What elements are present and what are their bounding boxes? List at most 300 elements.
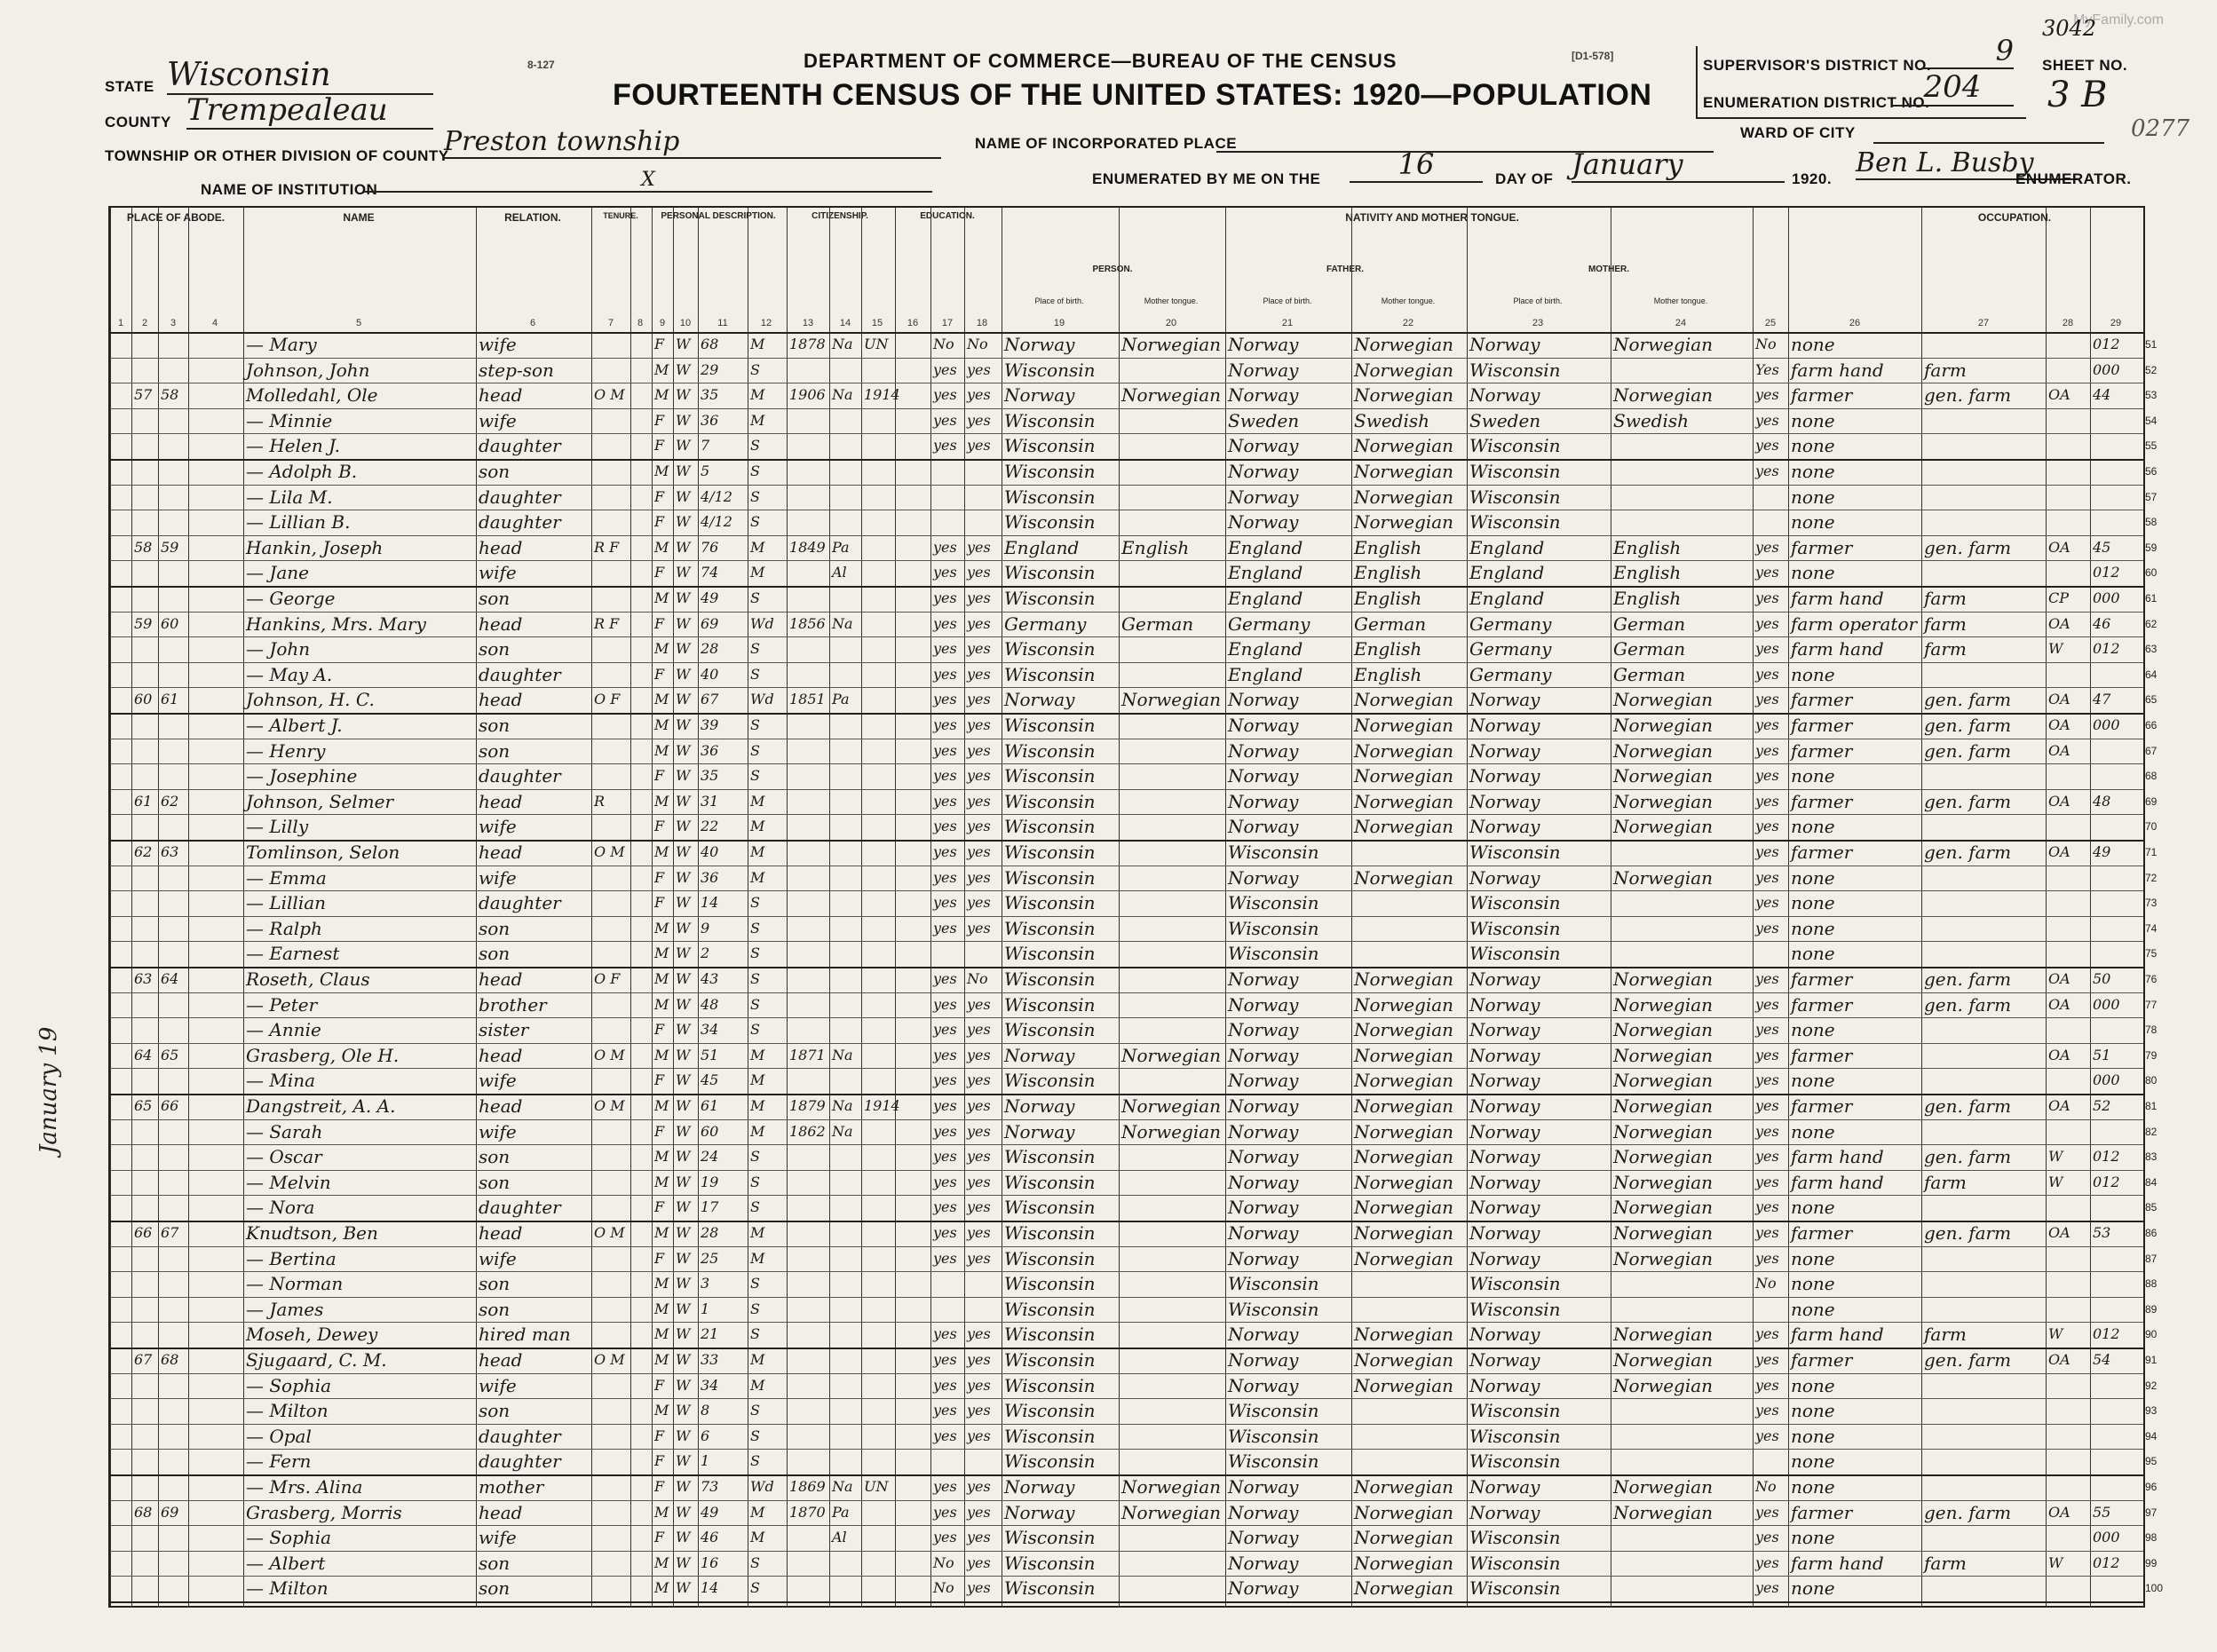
cell-rel: head bbox=[479, 1349, 523, 1371]
cell-ftongue: Norwegian bbox=[1354, 1374, 1454, 1396]
cell-age: 33 bbox=[701, 1351, 719, 1368]
cell-name: — Bertina bbox=[246, 1247, 337, 1269]
cell-age: 1 bbox=[701, 1452, 710, 1470]
line-number: 82 bbox=[2145, 1125, 2158, 1138]
cell-write: yes bbox=[967, 360, 991, 378]
cell-write: yes bbox=[967, 437, 991, 454]
cell-pob: Wisconsin bbox=[1004, 1400, 1096, 1422]
cell-name: Dangstreit, A. A. bbox=[246, 1095, 396, 1117]
cell-rel: son bbox=[479, 588, 511, 609]
cell-pob: Wisconsin bbox=[1004, 842, 1096, 863]
cell-ftongue: English bbox=[1354, 536, 1422, 558]
cell-fpob: Norway bbox=[1228, 1476, 1299, 1498]
line-number: 70 bbox=[2145, 820, 2158, 834]
cell-mtongue: Norwegian bbox=[1613, 968, 1714, 990]
line-number: 73 bbox=[2145, 897, 2158, 910]
cell-sex: M bbox=[654, 792, 669, 810]
cell-race: W bbox=[676, 868, 691, 886]
cell-ms: M bbox=[750, 538, 765, 556]
cell-ms: S bbox=[750, 665, 760, 683]
cell-age: 40 bbox=[701, 665, 719, 683]
cell-pob: Wisconsin bbox=[1004, 715, 1096, 736]
cell-pob: Norway bbox=[1004, 384, 1075, 407]
cell-write: yes bbox=[967, 995, 991, 1013]
cell-sex: M bbox=[654, 1325, 669, 1343]
cell-eng: yes bbox=[1755, 1579, 1779, 1597]
cell-fpob: Norway bbox=[1228, 359, 1299, 381]
cell-trade: farm hand bbox=[1791, 1324, 1884, 1346]
column-number: 15 bbox=[871, 318, 883, 328]
table-row bbox=[110, 1322, 2158, 1348]
cell-pob: Wisconsin bbox=[1004, 1019, 1096, 1041]
cell-rel: head bbox=[479, 689, 523, 711]
table-row bbox=[110, 383, 2158, 408]
line-number: 89 bbox=[2145, 1302, 2158, 1316]
table-row bbox=[110, 814, 2158, 840]
cell-read: yes bbox=[933, 1021, 957, 1039]
cell-race: W bbox=[676, 1402, 691, 1419]
cell-race: W bbox=[676, 843, 691, 860]
cell-fpob: Norway bbox=[1228, 993, 1299, 1016]
cell-mpob: England bbox=[1469, 536, 1545, 558]
cell-mtongue: German bbox=[1613, 638, 1686, 660]
cell-fpob: Wisconsin bbox=[1228, 1450, 1319, 1473]
cell-sex: F bbox=[654, 767, 665, 785]
cell-write: yes bbox=[967, 564, 991, 581]
cell-ftongue: Norwegian bbox=[1354, 765, 1454, 787]
cell-eng: yes bbox=[1755, 1427, 1779, 1444]
cell-code: 012 bbox=[2093, 1173, 2120, 1190]
cell-ftongue: Norwegian bbox=[1354, 1095, 1454, 1117]
cell-rel: son bbox=[479, 1171, 511, 1193]
cell-nat: Pa bbox=[832, 1503, 850, 1521]
cell-age: 61 bbox=[701, 1097, 719, 1114]
cell-eng: yes bbox=[1755, 1325, 1779, 1343]
line-number: 65 bbox=[2145, 693, 2158, 707]
cell-fam: 61 bbox=[161, 691, 179, 708]
cell-eng: yes bbox=[1755, 1351, 1779, 1368]
cell-eng: yes bbox=[1755, 868, 1779, 886]
cell-dw: 66 bbox=[134, 1224, 153, 1241]
cell-eng: yes bbox=[1755, 1402, 1779, 1419]
cell-pob: Wisconsin bbox=[1004, 461, 1096, 482]
cell-pob: Wisconsin bbox=[1004, 739, 1096, 762]
cell-mpob: Sweden bbox=[1469, 409, 1541, 431]
supervisor-label: SUPERVISOR'S DISTRICT NO. bbox=[1703, 57, 1932, 74]
census-grid bbox=[108, 206, 2164, 1608]
line-number: 64 bbox=[2145, 668, 2158, 681]
cell-ms: M bbox=[750, 1071, 765, 1089]
cell-age: 25 bbox=[701, 1249, 719, 1267]
cell-trade: none bbox=[1791, 1247, 1835, 1269]
line-number: 74 bbox=[2145, 921, 2158, 935]
table-row bbox=[110, 1500, 2158, 1526]
cell-sex: M bbox=[654, 1553, 669, 1571]
cell-read: yes bbox=[933, 1376, 957, 1394]
cell-fpob: Norway bbox=[1228, 1577, 1299, 1600]
cell-read: yes bbox=[933, 792, 957, 810]
cell-ms: S bbox=[750, 589, 760, 606]
cell-code: 49 bbox=[2093, 843, 2111, 860]
column-number: 11 bbox=[717, 318, 728, 328]
enumeration-district-label: ENUMERATION DISTRICT NO. bbox=[1703, 94, 1930, 111]
table-row bbox=[110, 739, 2158, 764]
cell-mpob: Wisconsin bbox=[1469, 1552, 1561, 1574]
cell-fpob: England bbox=[1228, 663, 1303, 685]
cell-mtongue: German bbox=[1613, 663, 1686, 685]
cell-imm: 1851 bbox=[789, 691, 826, 708]
cell-ftongue: Norwegian bbox=[1354, 1247, 1454, 1269]
cell-read: yes bbox=[933, 1249, 957, 1267]
cell-imm: 1871 bbox=[789, 1046, 826, 1063]
cell-nat: Na bbox=[832, 1046, 853, 1063]
cell-rel: son bbox=[479, 917, 511, 939]
cell-ftongue: Norwegian bbox=[1354, 1476, 1454, 1498]
cell-race: W bbox=[676, 665, 691, 683]
cell-rel: daughter bbox=[479, 663, 561, 685]
cell-eng: yes bbox=[1755, 767, 1779, 785]
cell-ftongue: Norwegian bbox=[1354, 1070, 1454, 1092]
table-row bbox=[110, 510, 2158, 535]
cell-ftongue: Norwegian bbox=[1354, 384, 1454, 407]
cell-rel: head bbox=[479, 613, 523, 635]
cell-ms: S bbox=[750, 437, 760, 454]
cell-trade: farm hand bbox=[1791, 638, 1884, 660]
cell-read: yes bbox=[933, 843, 957, 860]
cell-rel: son bbox=[479, 1552, 511, 1574]
cell-eng: No bbox=[1755, 336, 1777, 352]
line-number: 99 bbox=[2145, 1556, 2158, 1569]
cell-name: — Mina bbox=[246, 1070, 316, 1092]
header-tenure: TENURE. bbox=[603, 211, 638, 220]
cell-trade: farm hand bbox=[1791, 359, 1884, 381]
cell-name: — Annie bbox=[246, 1019, 321, 1041]
cell-mtongue: Norwegian bbox=[1613, 384, 1714, 407]
cell-write: yes bbox=[967, 1427, 991, 1444]
cell-tongue: Norwegian bbox=[1121, 334, 1222, 355]
line-number: 93 bbox=[2145, 1404, 2158, 1418]
enumerated-label: ENUMERATED BY ME ON THE bbox=[1092, 170, 1321, 187]
cell-eng: yes bbox=[1755, 691, 1779, 708]
table-row bbox=[110, 866, 2158, 891]
cell-sex: M bbox=[654, 1046, 669, 1063]
cell-fpob: Wisconsin bbox=[1228, 1298, 1319, 1320]
cell-mpob: Wisconsin bbox=[1469, 943, 1561, 965]
cell-name: — Ralph bbox=[246, 917, 322, 939]
cell-mpob: Norway bbox=[1469, 1476, 1540, 1498]
cell-age: 36 bbox=[701, 411, 719, 429]
enumeration-district-number: 204 bbox=[1891, 69, 2014, 107]
cell-ms: S bbox=[750, 1325, 760, 1343]
cell-trade: none bbox=[1791, 1400, 1835, 1422]
cell-mpob: Germany bbox=[1469, 613, 1552, 635]
cell-mtongue: Norwegian bbox=[1613, 790, 1714, 812]
line-number: 79 bbox=[2145, 1048, 2158, 1062]
cell-ind: gen. farm bbox=[1924, 715, 2012, 736]
cell-pob: Wisconsin bbox=[1004, 435, 1096, 457]
cell-mpob: Wisconsin bbox=[1469, 435, 1561, 457]
cell-mpob: Wisconsin bbox=[1469, 917, 1561, 939]
cell-imm: 1906 bbox=[789, 386, 826, 404]
cell-fpob: Wisconsin bbox=[1228, 892, 1319, 914]
cell-fpob: Wisconsin bbox=[1228, 1425, 1319, 1447]
cell-nat: Na bbox=[832, 336, 853, 352]
cell-age: 73 bbox=[701, 1478, 719, 1495]
cell-pob: Wisconsin bbox=[1004, 816, 1096, 838]
column-number: 25 bbox=[1764, 318, 1777, 328]
cell-mpob: Norway bbox=[1469, 1501, 1540, 1523]
cell-yr: 1914 bbox=[864, 1097, 900, 1114]
table-row bbox=[110, 941, 2158, 967]
cell-age: 16 bbox=[701, 1553, 719, 1571]
cell-sex: M bbox=[654, 640, 669, 658]
cell-rel: wife bbox=[479, 1120, 517, 1142]
cell-race: W bbox=[676, 818, 691, 835]
cell-ms: S bbox=[750, 945, 760, 962]
cell-fpob: Norway bbox=[1228, 790, 1299, 812]
cell-fpob: Wisconsin bbox=[1228, 1400, 1319, 1422]
column-number: 18 bbox=[976, 318, 988, 328]
cell-rel: son bbox=[479, 1400, 511, 1422]
table-row bbox=[110, 1246, 2158, 1272]
cell-name: — Opal bbox=[246, 1425, 312, 1447]
cell-trade: none bbox=[1791, 663, 1835, 685]
cell-age: 39 bbox=[701, 716, 719, 733]
cell-read: yes bbox=[933, 614, 957, 632]
cell-mtongue: Norwegian bbox=[1613, 1120, 1714, 1142]
cell-ms: S bbox=[750, 970, 760, 987]
cell-code: 51 bbox=[2093, 1046, 2111, 1063]
cell-ftongue: Norwegian bbox=[1354, 1197, 1454, 1219]
cell-ftongue: Norwegian bbox=[1354, 968, 1454, 990]
table-row bbox=[110, 992, 2158, 1018]
table-row bbox=[110, 1398, 2158, 1424]
cell-age: 45 bbox=[701, 1071, 719, 1089]
cell-ms: Wd bbox=[750, 1478, 774, 1495]
line-number: 78 bbox=[2145, 1024, 2158, 1037]
cell-rel: wife bbox=[479, 1070, 517, 1092]
cell-fpob: Norway bbox=[1228, 1120, 1299, 1142]
cell-dw: 64 bbox=[134, 1046, 153, 1063]
cell-rel: wife bbox=[479, 334, 517, 355]
cell-eng: yes bbox=[1755, 1122, 1779, 1140]
cell-pob: Wisconsin bbox=[1004, 790, 1096, 812]
enumerator-name: Ben L. Busby bbox=[1856, 147, 2078, 180]
cell-fpob: Norway bbox=[1228, 435, 1299, 457]
cell-age: 68 bbox=[701, 336, 719, 352]
line-number: 55 bbox=[2145, 439, 2158, 453]
line-number: 98 bbox=[2145, 1531, 2158, 1545]
cell-fpob: England bbox=[1228, 588, 1303, 609]
cell-name: — Milton bbox=[246, 1577, 329, 1600]
cell-code: 45 bbox=[2093, 538, 2111, 556]
cell-own: R F bbox=[594, 538, 620, 556]
cell-mpob: Wisconsin bbox=[1469, 842, 1561, 863]
cell-eng: yes bbox=[1755, 792, 1779, 810]
header-name: NAME bbox=[343, 211, 375, 224]
table-row bbox=[110, 1449, 2158, 1474]
cell-age: 34 bbox=[701, 1376, 719, 1394]
cell-nat: Na bbox=[832, 1097, 853, 1114]
cell-trade: none bbox=[1791, 562, 1835, 584]
watermark: MyFamily.com bbox=[2073, 12, 2164, 28]
table-row bbox=[110, 763, 2158, 789]
cell-eng: yes bbox=[1755, 1224, 1779, 1241]
cell-mpob: Wisconsin bbox=[1469, 1450, 1561, 1473]
cell-age: 29 bbox=[701, 360, 719, 378]
cell-trade: farm hand bbox=[1791, 588, 1884, 609]
cell-sex: M bbox=[654, 1097, 669, 1114]
line-number: 51 bbox=[2145, 338, 2158, 351]
cell-age: 35 bbox=[701, 767, 719, 785]
cell-ftongue: Norwegian bbox=[1354, 1146, 1454, 1168]
cell-sex: M bbox=[654, 589, 669, 606]
sheet-number: 3 B bbox=[2047, 75, 2108, 115]
cell-cls: OA bbox=[2048, 1351, 2071, 1368]
cell-read: yes bbox=[933, 538, 957, 556]
cell-mtongue: Norwegian bbox=[1613, 866, 1714, 889]
cell-read: yes bbox=[933, 1071, 957, 1089]
cell-pob: Wisconsin bbox=[1004, 1247, 1096, 1269]
cell-rel: head bbox=[479, 968, 523, 990]
cell-eng: yes bbox=[1755, 894, 1779, 912]
cell-ftongue: German bbox=[1354, 613, 1427, 635]
supervisor-number: 9 bbox=[1921, 34, 2014, 69]
cell-ms: S bbox=[750, 1402, 760, 1419]
cell-trade: farmer bbox=[1791, 739, 1853, 762]
cell-imm: 1849 bbox=[789, 538, 826, 556]
cell-own: O M bbox=[594, 1097, 625, 1114]
column-number: 9 bbox=[659, 318, 666, 328]
cell-trade: farmer bbox=[1791, 842, 1853, 863]
table-row bbox=[110, 1551, 2158, 1577]
cell-eng: yes bbox=[1755, 564, 1779, 581]
cell-dw: 59 bbox=[134, 614, 153, 632]
column-number: 16 bbox=[907, 318, 919, 328]
cell-code: 012 bbox=[2093, 1325, 2120, 1343]
cell-mpob: Norway bbox=[1469, 1374, 1540, 1396]
cell-ftongue: English bbox=[1354, 588, 1422, 609]
line-number: 62 bbox=[2145, 617, 2158, 630]
cell-imm: 1878 bbox=[789, 336, 826, 352]
cell-eng: yes bbox=[1755, 589, 1779, 606]
cell-eng: yes bbox=[1755, 437, 1779, 454]
cell-ftongue: Norwegian bbox=[1354, 1222, 1454, 1244]
cell-sex: M bbox=[654, 1275, 669, 1292]
cell-age: 4/12 bbox=[701, 513, 732, 531]
cell-ind: farm bbox=[1924, 613, 1967, 635]
cell-trade: none bbox=[1791, 1425, 1835, 1447]
cell-fpob: England bbox=[1228, 536, 1303, 558]
cell-name: Grasberg, Morris bbox=[246, 1501, 402, 1523]
department-title: DEPARTMENT OF COMMERCE—BUREAU OF THE CENSUS bbox=[804, 50, 1398, 72]
cell-age: 28 bbox=[701, 1224, 719, 1241]
cell-read: yes bbox=[933, 1224, 957, 1241]
cell-ms: M bbox=[750, 1224, 765, 1241]
cell-trade: farmer bbox=[1791, 790, 1853, 812]
cell-tongue: Norwegian bbox=[1121, 1476, 1222, 1498]
cell-age: 43 bbox=[701, 970, 719, 987]
cell-race: W bbox=[676, 1275, 691, 1292]
cell-sex: F bbox=[654, 614, 665, 632]
cell-fam: 60 bbox=[161, 614, 179, 632]
table-row bbox=[110, 687, 2158, 713]
cell-race: W bbox=[676, 1529, 691, 1546]
cell-name: — Mary bbox=[246, 334, 317, 355]
cell-race: W bbox=[676, 1071, 691, 1089]
table-row bbox=[110, 662, 2158, 688]
cell-rel: wife bbox=[479, 816, 517, 838]
cell-eng: yes bbox=[1755, 1021, 1779, 1039]
cell-name: Hankin, Joseph bbox=[246, 536, 384, 558]
cell-race: W bbox=[676, 462, 691, 479]
cell-name: — Sarah bbox=[246, 1120, 323, 1142]
cell-fpob: Norway bbox=[1228, 715, 1299, 736]
cell-pob: Norway bbox=[1004, 1476, 1075, 1498]
cell-age: 8 bbox=[701, 1402, 710, 1419]
table-row bbox=[110, 789, 2158, 815]
cell-dw: 68 bbox=[134, 1503, 153, 1521]
cell-fam: 62 bbox=[161, 792, 179, 810]
cell-fam: 66 bbox=[161, 1097, 179, 1114]
cell-code: 000 bbox=[2093, 360, 2120, 378]
cell-name: — Minnie bbox=[246, 409, 333, 431]
enumerator-label: ENUMERATOR. bbox=[2015, 170, 2132, 187]
cell-mpob: Norway bbox=[1469, 1146, 1540, 1168]
cell-write: yes bbox=[967, 1402, 991, 1419]
cell-mpob: Norway bbox=[1469, 816, 1540, 838]
column-number: 20 bbox=[1165, 318, 1177, 328]
cell-age: 48 bbox=[701, 995, 719, 1013]
cell-read: yes bbox=[933, 995, 957, 1013]
cell-ind: gen. farm bbox=[1924, 968, 2012, 990]
cell-fpob: Norway bbox=[1228, 1070, 1299, 1092]
cell-mtongue: Swedish bbox=[1613, 409, 1689, 431]
cell-read: yes bbox=[933, 1478, 957, 1495]
table-row bbox=[110, 1170, 2158, 1196]
cell-read: No bbox=[933, 336, 954, 352]
cell-eng: yes bbox=[1755, 462, 1779, 479]
incorporated-place-label: NAME OF INCORPORATED PLACE bbox=[975, 135, 1238, 152]
cell-eng: Yes bbox=[1755, 360, 1779, 378]
cell-age: 51 bbox=[701, 1046, 719, 1063]
cell-race: W bbox=[676, 513, 691, 531]
cell-eng: yes bbox=[1755, 1553, 1779, 1571]
cell-mtongue: Norwegian bbox=[1613, 993, 1714, 1016]
cell-read: yes bbox=[933, 360, 957, 378]
line-number: 86 bbox=[2145, 1227, 2158, 1239]
cell-race: W bbox=[676, 564, 691, 581]
table-row bbox=[110, 1144, 2158, 1170]
cell-race: W bbox=[676, 1325, 691, 1343]
cell-rel: step-son bbox=[479, 359, 554, 381]
cell-imm: 1869 bbox=[789, 1478, 826, 1495]
cell-pob: Wisconsin bbox=[1004, 409, 1096, 431]
header-father-tongue: Mother tongue. bbox=[1381, 296, 1436, 305]
cell-name: — Albert bbox=[246, 1552, 326, 1574]
cell-trade: none bbox=[1791, 511, 1835, 534]
table-row bbox=[110, 358, 2158, 383]
table-row bbox=[110, 586, 2158, 612]
table-row bbox=[110, 1348, 2158, 1373]
cell-dw: 67 bbox=[134, 1351, 153, 1368]
cell-write: yes bbox=[967, 640, 991, 658]
cell-ind: farm bbox=[1924, 359, 1967, 381]
cell-write: yes bbox=[967, 665, 991, 683]
cell-mtongue: Norwegian bbox=[1613, 816, 1714, 838]
cell-trade: none bbox=[1791, 1577, 1835, 1600]
cell-trade: none bbox=[1791, 1019, 1835, 1041]
